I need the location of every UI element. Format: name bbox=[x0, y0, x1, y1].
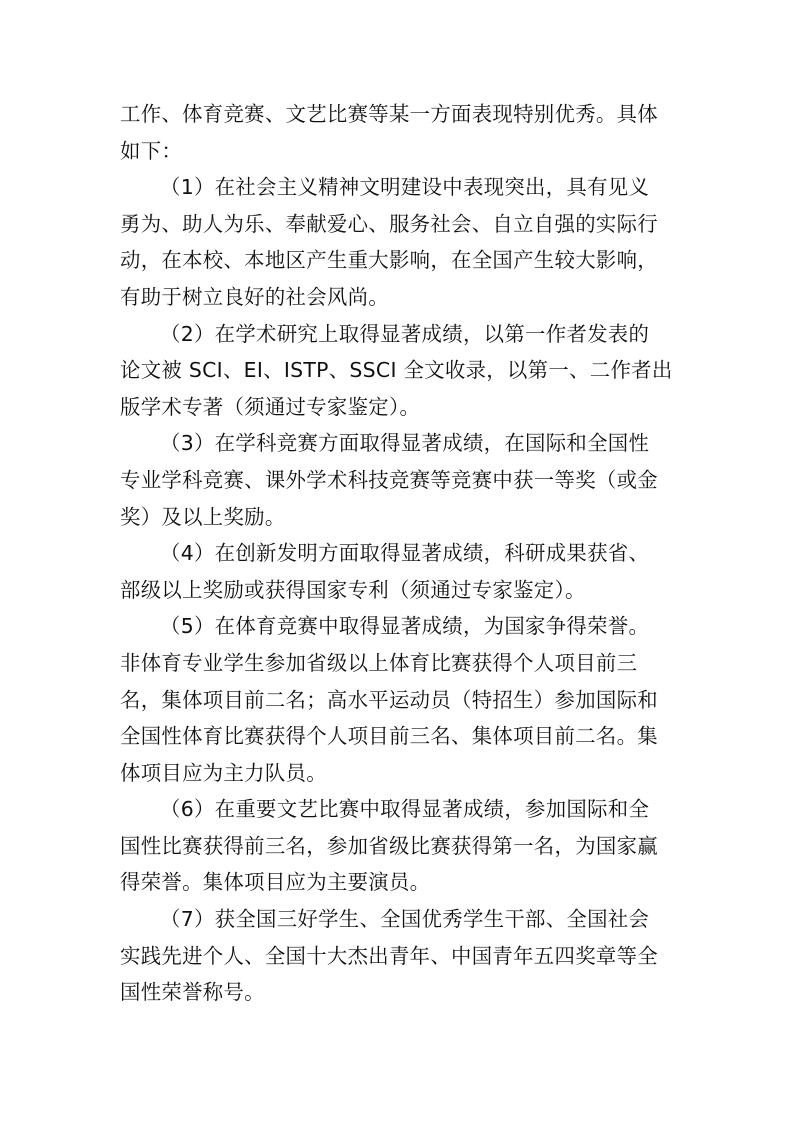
text-line: 专业学科竞赛、课外学术科技竞赛等竞赛中获一等奖（或金 bbox=[120, 467, 658, 492]
list-item-7 bbox=[120, 901, 676, 1011]
text-line: （4）在创新发明方面取得显著成绩，科研成果获省、 bbox=[160, 541, 650, 566]
document-body bbox=[120, 96, 676, 1011]
text-line: （6）在重要文艺比赛中取得显著成绩，参加国际和全 bbox=[160, 797, 650, 822]
list-item-1 bbox=[120, 169, 676, 315]
text-line: 名，集体项目前二名；高水平运动员（特招生）参加国际和 bbox=[120, 687, 658, 712]
text-line: 非体育专业学生参加省级以上体育比赛获得个人项目前三 bbox=[120, 650, 638, 675]
list-item-3 bbox=[120, 425, 676, 535]
text-line: 奖）及以上奖励。 bbox=[120, 504, 286, 529]
text-line: 部级以上奖励或获得国家专利（须通过专家鉴定）。 bbox=[120, 577, 586, 602]
text-line: （1）在社会主义精神文明建设中表现突出，具有见义 bbox=[160, 175, 650, 200]
text-line: 论文被 SCI、EI、ISTP、SSCI 全文收录，以第一、二作者出 bbox=[120, 358, 673, 383]
text-line: 全国性体育比赛获得个人项目前三名、集体项目前二名。集 bbox=[120, 724, 658, 749]
text-line: 勇为、助人为乐、奉献爱心、服务社会、自立自强的实际行 bbox=[120, 211, 658, 236]
text-line: 如下： bbox=[120, 138, 183, 163]
list-item-4 bbox=[120, 535, 676, 608]
text-line: （3）在学科竞赛方面取得显著成绩，在国际和全国性 bbox=[160, 431, 650, 456]
text-line: 有助于树立良好的社会风尚。 bbox=[120, 284, 389, 309]
intro-paragraph bbox=[120, 96, 676, 169]
text-line: 工作、体育竞赛、文艺比赛等某一方面表现特别优秀。具体 bbox=[120, 102, 658, 126]
text-line: （2）在学术研究上取得显著成绩，以第一作者发表的 bbox=[160, 321, 650, 346]
list-item-2 bbox=[120, 316, 676, 426]
text-line: 得荣誉。集体项目应为主要演员。 bbox=[120, 870, 431, 895]
text-line: 实践先进个人、全国十大杰出青年、中国青年五四奖章等全 bbox=[120, 943, 658, 968]
list-item-5 bbox=[120, 608, 676, 791]
text-line: 国性比赛获得前三名，参加省级比赛获得第一名，为国家赢 bbox=[120, 833, 658, 858]
list-item-6 bbox=[120, 791, 676, 901]
text-line: （7）获全国三好学生、全国优秀学生干部、全国社会 bbox=[160, 907, 650, 932]
text-line: 体项目应为主力队员。 bbox=[120, 760, 327, 785]
text-line: 版学术专著（须通过专家鉴定）。 bbox=[120, 394, 421, 419]
text-line: （5）在体育竞赛中取得显著成绩，为国家争得荣誉。 bbox=[160, 614, 650, 639]
text-line: 动，在本校、本地区产生重大影响，在全国产生较大影响， bbox=[120, 248, 658, 273]
text-line: 国性荣誉称号。 bbox=[120, 980, 265, 1005]
